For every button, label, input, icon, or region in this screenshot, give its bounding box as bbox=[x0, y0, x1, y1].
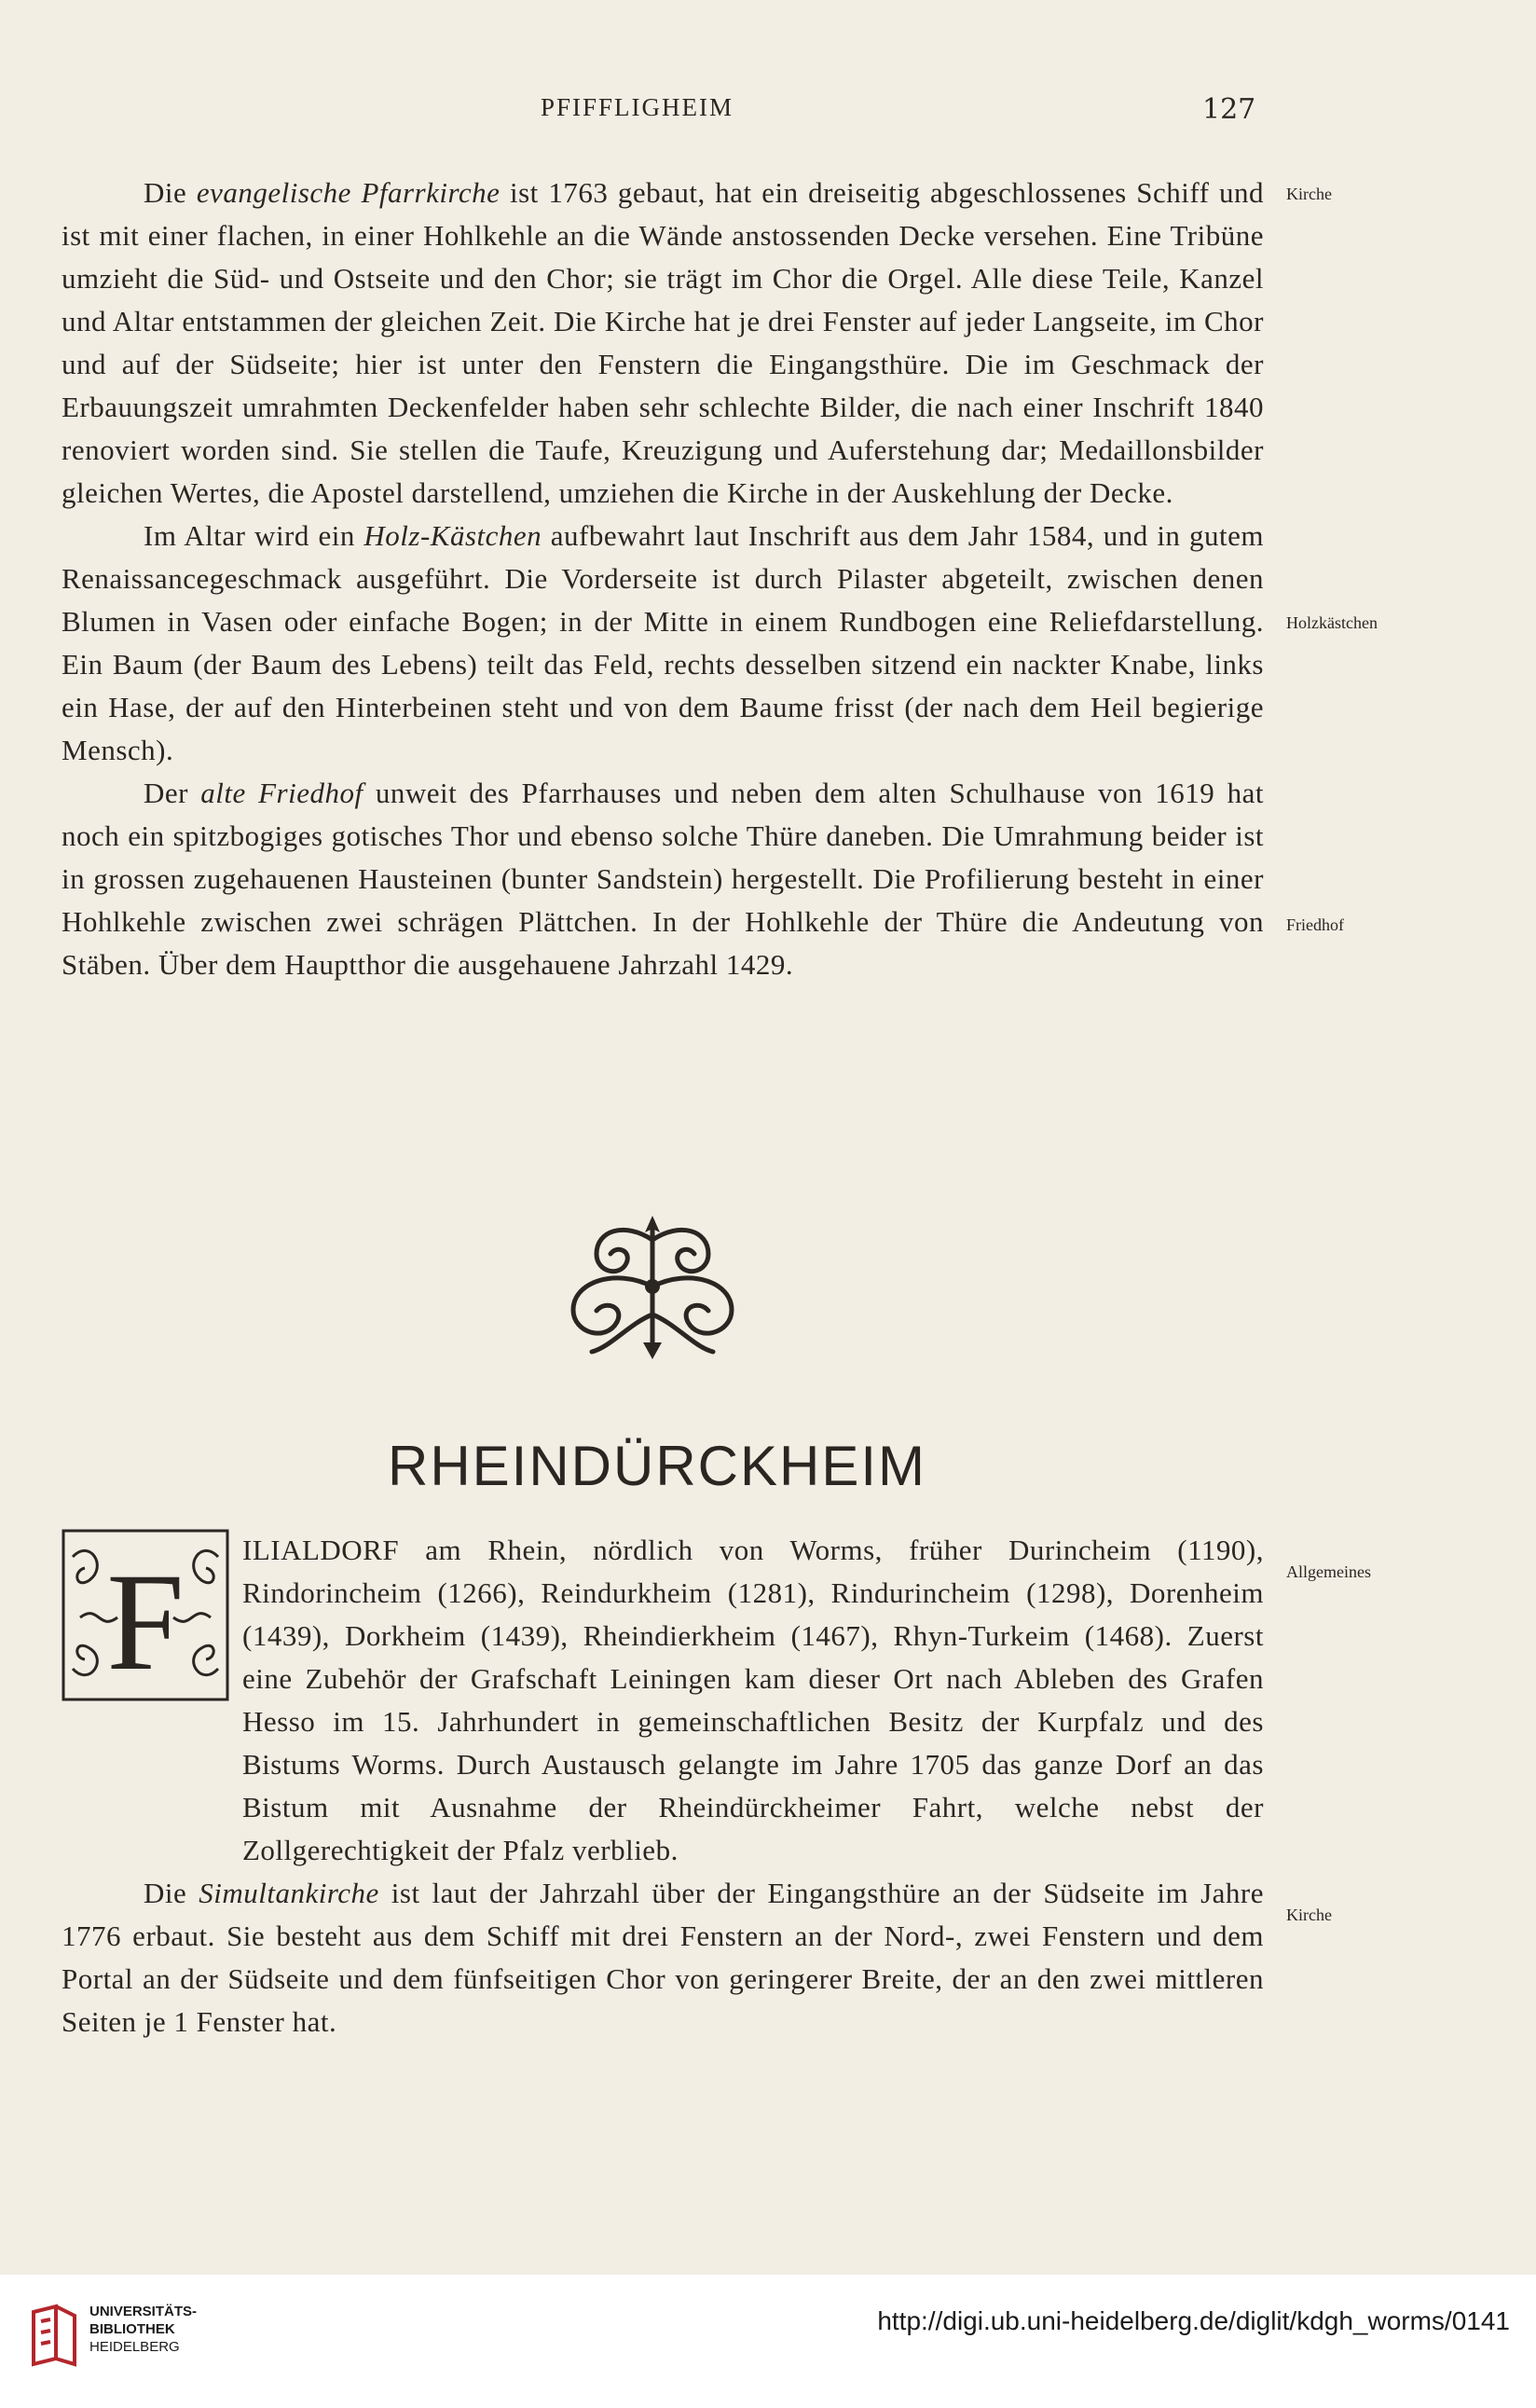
page-number: 127 bbox=[1202, 93, 1256, 126]
emphasis-evangelische-pfarrkirche: evangelische Pfarrkirche bbox=[196, 176, 501, 209]
section-title-rheinduerckheim: RHEINDÜRCKHEIM bbox=[387, 1435, 927, 1497]
ornament-vignette bbox=[559, 1212, 746, 1361]
margin-note-allgemeines: Allgemeines bbox=[1286, 1562, 1371, 1581]
margin-note-holzkaestchen: Holzkästchen bbox=[1286, 613, 1378, 632]
margin-note-friedhof: Friedhof bbox=[1286, 915, 1344, 934]
library-logo-icon bbox=[28, 2303, 80, 2368]
emphasis-alte-friedhof: alte Friedhof bbox=[200, 777, 363, 809]
emphasis-holz-kaestchen: Holz-Kästchen bbox=[363, 519, 542, 552]
source-url-link[interactable]: http://digi.ub.uni-heidelberg.de/diglit/kdgh_worms/0141 bbox=[877, 2306, 1510, 2335]
section-1-text bbox=[62, 172, 1264, 986]
section-2-text bbox=[62, 1529, 1264, 2043]
library-logo-text: UNIVERSITÄTS- BIBLIOTHEK HEIDELBERG bbox=[89, 2304, 198, 2355]
paragraph-alte-friedhof: Der alte Friedhof unweit des Pfarrhauses und neben dem alten Schulhause von 1619 hat noch ein spitzbogiges gotisches Thor und ebenso solche Thüre daneben. Die Umrahmung beider ist in grossen zugehauenen Hausteinen (bunter Sandstein) hergestellt. Die Profilierung besteht in einer Hohlkehle zwischen zwei schrägen Plättchen. In der Hohlkehle der Thüre die Andeutung von Stäben. Über dem Hauptthor die ausgehauene Jahrzahl 1429. bbox=[62, 777, 1264, 981]
footer-bar bbox=[0, 2275, 1536, 2408]
emphasis-simultankirche: Simultankirche bbox=[199, 1877, 379, 1909]
margin-note-kirche: Kirche bbox=[1286, 185, 1332, 203]
running-head bbox=[0, 93, 1536, 131]
paragraph-filialdorf: ILIALDORF am Rhein, nördlich von Worms, früher Durincheim (1190), Rindorincheim (1266), Reindurkheim (1281), Rindurincheim (1298), Dorenheim (1439), Dorkheim (1439), Rheindierkheim (1467), Rhyn-Turkeim (1468). Zuerst eine Zubehör der Grafschaft Leiningen kam dieser Ort nach Ableben des Grafen Hesso im 15. Jahrhundert in gemeinschaftlichen Besitz der Kurpfalz und des Bistums Worms. Durch Austausch gelangte im Jahre 1705 das ganze Dorf an das Bistum mit Ausnahme der Rheindürckheimer Fahrt, welche nebst der Zollgerechtigkeit der Pfalz verblieb. bbox=[242, 1534, 1264, 1866]
running-title: PFIFFLIGHEIM bbox=[541, 93, 734, 121]
margin-note-kirche-2: Kirche bbox=[1286, 1906, 1332, 1924]
paragraph-evangelische-pfarrkirche: Die evangelische Pfarrkirche ist 1763 gebaut, hat ein dreiseitig abgeschlossenes Schiff und ist mit einer flachen, in einer Hohlkehle an die Wände anstossenden Decke versehen. Eine Tribüne umzieht die Süd- und Ostseite und den Chor; sie trägt im Chor die Orgel. Alle diese Teile, Kanzel und Altar entstammen der gleichen Zeit. Die Kirche hat je drei Fenster auf jeder Langseite, im Chor und auf der Südseite; hier ist unter den Fenstern die Eingangsthüre. Die im Geschmack der Erbauungszeit umrahmten Deckenfelder haben sehr schlechte Bilder, die nach einer Inschrift 1840 renoviert worden sind. Sie stellen die Taufe, Kreuzigung und Auferstehung dar; Medaillonsbilder gleichen Wertes, die Apostel darstellend, umziehen die Kirche in der Auskehlung der Decke. bbox=[62, 176, 1264, 509]
paragraph-holz-kaestchen: Im Altar wird ein Holz-Kästchen aufbewahrt laut Inschrift aus dem Jahr 1584, und in gutem Renaissancegeschmack ausgeführt. Die Vorderseite ist durch Pilaster abgeteilt, zwischen denen Blumen in Vasen oder einfache Bogen; in der Mitte in einem Rundbogen eine Reliefdarstellung. Ein Baum (der Baum des Lebens) teilt das Feld, rechts desselben sitzend ein nackter Knabe, links ein Hase, der auf den Hinterbeinen steht und von dem Baume frisst (der nach dem Heil begierige Mensch). bbox=[62, 519, 1264, 766]
initial-letter: F bbox=[106, 1545, 185, 1699]
paragraph-simultankirche: Die Simultankirche ist laut der Jahrzahl über der Eingangsthüre an der Südseite im Jahre 1776 erbaut. Sie besteht aus dem Schiff mit drei Fenstern an der Nord-, zwei Fenstern und dem Portal an der Südseite und dem fünfseitigen Chor von geringerer Breite, der an den zwei mittleren Seiten je 1 Fenster hat. bbox=[62, 1877, 1264, 2038]
